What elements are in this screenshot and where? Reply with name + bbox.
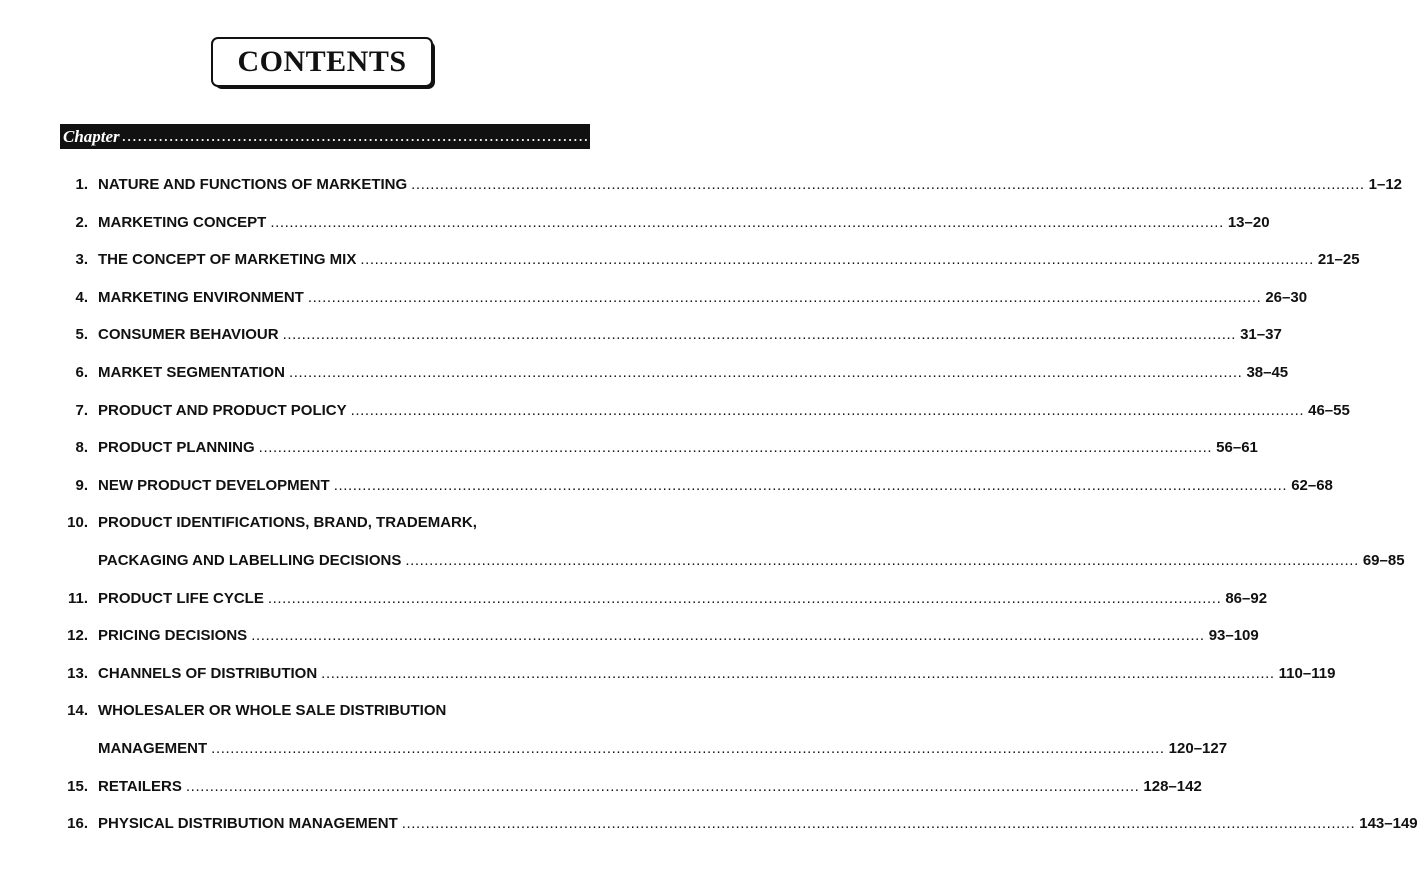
toc-entry-line: [60, 738, 1228, 760]
chapter-title: WHOLESALER OR WHOLE SALE DISTRIBUTION: [98, 702, 447, 719]
page-title: CONTENTS: [237, 45, 407, 78]
header-leader-dots: ....................................................................................................................................: [121, 126, 815, 145]
chapter-title: CHANNELS OF DISTRIBUTION: [98, 665, 318, 682]
leader-dots: ........................................................................................................................................................................................................: [307, 289, 1262, 306]
toc-entry-line: [60, 512, 590, 534]
leader-dots: ........................................................................................................................................................................................................: [282, 326, 1237, 343]
leader-dots: ........................................................................................................................................................................................................: [321, 665, 1275, 682]
page-range: 1–12: [1368, 176, 1403, 193]
chapter-title: MARKETING CONCEPT: [98, 214, 267, 231]
chapter-number: 13.: [67, 665, 88, 682]
chapter-number: 15.: [67, 778, 88, 795]
toc-entry-line: [60, 663, 1336, 685]
toc-entry-line: [60, 362, 1289, 384]
toc-entry-line: [60, 287, 1308, 309]
chapter-number: 12.: [67, 627, 88, 644]
toc-entry-line: [60, 550, 1405, 572]
leader-dots: ........................................................................................................................................................................................................: [405, 552, 1359, 569]
chapter-number: 9.: [75, 477, 88, 494]
page-range: 21–25: [1317, 251, 1360, 268]
page-range: 93–109: [1208, 627, 1259, 644]
leader-dots: ........................................................................................................................................................................................................: [288, 364, 1243, 381]
leader-dots: ........................................................................................................................................................................................................: [267, 590, 1222, 607]
toc-entry-line: [60, 212, 1270, 234]
chapter-title: PRODUCT IDENTIFICATIONS, BRAND, TRADEMARK,: [98, 514, 477, 531]
chapter-title: PRODUCT LIFE CYCLE: [98, 590, 264, 607]
toc-entry-line: [60, 776, 1202, 798]
toc-entry-line: [60, 813, 1418, 835]
chapter-title: PHYSICAL DISTRIBUTION MANAGEMENT: [98, 815, 398, 832]
chapter-title: PACKAGING AND LABELLING DECISIONS: [98, 552, 402, 569]
toc-entry-line: [60, 324, 1282, 346]
leader-dots: ........................................................................................................................................................................................................: [251, 627, 1205, 644]
toc-entry-line: [60, 249, 1360, 271]
page-range: 56–61: [1216, 439, 1258, 456]
chapter-number: 4.: [75, 289, 88, 306]
toc-entry-line: [60, 625, 1259, 647]
chapter-number: 10.: [67, 514, 88, 531]
chapter-number: 2.: [75, 214, 88, 231]
toc-entry-line: [60, 400, 1350, 422]
chapter-number: 7.: [75, 402, 88, 419]
chapter-title: PRICING DECISIONS: [98, 627, 248, 644]
page-range: 110–119: [1278, 665, 1336, 682]
page-range: 62–68: [1291, 477, 1333, 494]
page-range: 31–37: [1240, 326, 1282, 343]
chapter-title: CONSUMER BEHAVIOUR: [98, 326, 279, 343]
chapter-number: 14.: [67, 702, 88, 719]
page-range: 120–127: [1168, 740, 1228, 757]
chapter-number: 6.: [75, 364, 88, 381]
chapter-title: MARKET SEGMENTATION: [98, 364, 285, 381]
leader-dots: ........................................................................................................................................................................................................: [350, 402, 1305, 419]
leader-dots: ........................................................................................................................................................................................................: [258, 439, 1213, 456]
page-range: 86–92: [1225, 590, 1268, 607]
chapter-number: 16.: [67, 815, 88, 832]
chapter-title: PRODUCT PLANNING: [98, 439, 255, 456]
header-chapter-label: Chapter: [63, 126, 120, 146]
page-range: 128–142: [1143, 778, 1202, 795]
page-range: 143–149: [1359, 815, 1418, 832]
leader-dots: ........................................................................................................................................................................................................: [211, 740, 1165, 757]
header-page-label: Page No.: [816, 116, 852, 156]
toc-entry-line: [60, 700, 590, 722]
chapter-title: PRODUCT AND PRODUCT POLICY: [98, 402, 347, 419]
chapter-title: NEW PRODUCT DEVELOPMENT: [98, 477, 330, 494]
page-range: 13–20: [1227, 214, 1270, 231]
leader-dots: ........................................................................................................................................................................................................: [360, 251, 1314, 268]
page-range: 26–30: [1265, 289, 1308, 306]
chapter-number: 11.: [67, 590, 88, 607]
page-range: 69–85: [1362, 552, 1405, 569]
page-range: 38–45: [1246, 364, 1289, 381]
chapter-number: 3.: [75, 251, 88, 268]
chapter-number: 1.: [75, 176, 88, 193]
chapter-title: MANAGEMENT: [98, 740, 208, 757]
leader-dots: ........................................................................................................................................................................................................: [401, 815, 1356, 832]
leader-dots: ........................................................................................................................................................................................................: [411, 176, 1365, 193]
page-range: 46–55: [1308, 402, 1350, 419]
toc-entry-line: [60, 437, 1258, 459]
chapter-title: RETAILERS: [98, 778, 182, 795]
chapter-title: THE CONCEPT OF MARKETING MIX: [98, 251, 357, 268]
chapter-number: 5.: [75, 326, 88, 343]
leader-dots: ........................................................................................................................................................................................................: [270, 214, 1224, 231]
chapter-title: NATURE AND FUNCTIONS OF MARKETING: [98, 176, 408, 193]
chapter-number: 8.: [75, 439, 88, 456]
toc-entry-line: [60, 174, 1403, 196]
leader-dots: ........................................................................................................................................................................................................: [333, 477, 1288, 494]
leader-dots: ........................................................................................................................................................................................................: [185, 778, 1140, 795]
toc-entry-line: [60, 475, 1333, 497]
toc-entry-line: [60, 588, 1268, 610]
chapter-title: MARKETING ENVIRONMENT: [98, 289, 304, 306]
